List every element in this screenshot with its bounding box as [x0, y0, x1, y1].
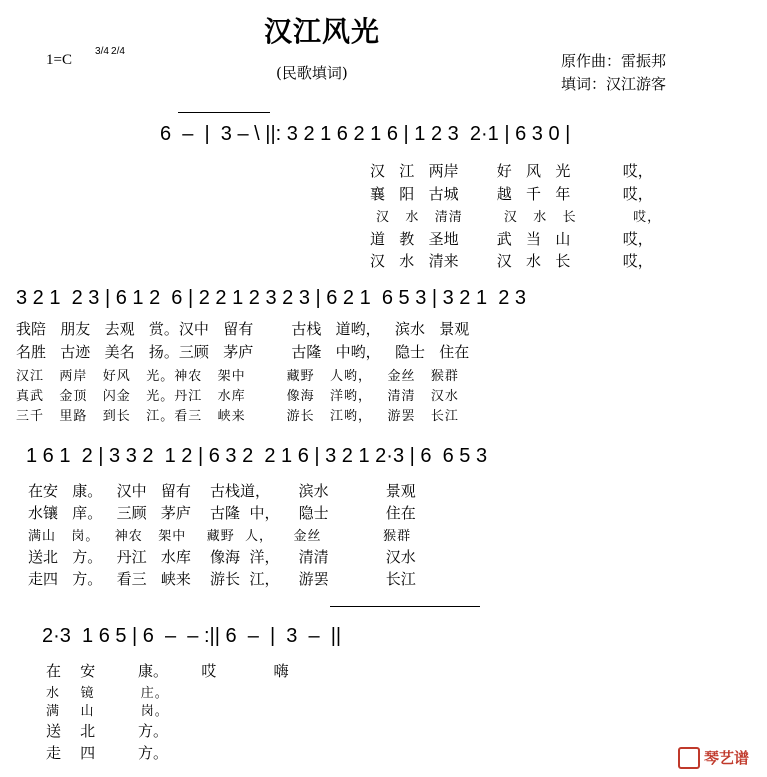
lyric-verse-3: 满 山 岗。 [46, 704, 169, 719]
score-system-3 [0, 436, 767, 596]
lyric-verse-2: 水 镜 庄。 [46, 686, 169, 701]
notation-line-3: 1 6 1 2 | 3 3 2 1 2 | 6 3 2 2 1 6 | 3 2 1 2·3 | 6 6 5 3 [26, 445, 488, 467]
score-system-1 [0, 108, 767, 268]
lyric-verse-1: 在 安 康。 哎 嗨 [46, 662, 289, 680]
score-system-4 [0, 600, 767, 770]
lyric-verse-4: 真武 金顶 闪金 光。丹江 水库 像海 洋哟， 清清 汉水 [16, 389, 459, 404]
logo-icon [678, 747, 700, 769]
lyric-verse-4: 道 教 圣地 武 当 山 哎， [370, 230, 653, 248]
lyric-verse-4: 送北 方。 丹江 水库 像海 洋， 清清 汉水 [28, 548, 416, 566]
lyric-verse-4: 送 北 方。 [46, 722, 168, 740]
lyric-verse-5: 汉 水 清来 汉 水 长 哎， [370, 252, 653, 270]
subtitle: (民歌填词) [276, 64, 348, 82]
notation-line-4: 2·3 1 6 5 | 6 – – :|| 6 – | 3 – || [42, 625, 342, 647]
notation-line-1: 6 – | 3 – \ ||: 3 2 1 6 2 1 6 | 1 2 3 2·1 | 6 3 0 | [160, 123, 571, 145]
notation-line-2: 3 2 1 2 3 | 6 1 2 6 | 2 2 1 2 3 2 3 | 6 2 1 6 5 3 | 3 2 1 2 3 [16, 287, 527, 309]
lyric-verse-2: 襄 阳 古城 越 千 年 哎， [370, 185, 653, 203]
lyric-verse-1: 在安 康。 汉中 留有 古栈道， 滨水 景观 [28, 482, 416, 500]
lyric-verse-3: 满山 岗。 神农 架中 藏野 人， 金丝 猴群 [28, 529, 412, 544]
tie [178, 112, 270, 113]
lyric-verse-5: 走 四 方。 [46, 744, 168, 762]
watermark-logo: 琴艺谱 [678, 747, 749, 770]
lyric-verse-3: 汉江 两岸 好风 光。神农 架中 藏野 人哟， 金丝 猴群 [16, 369, 459, 384]
composer-credit: 原作曲：雷振邦 [561, 52, 667, 70]
key-signature: 1=C [46, 52, 72, 68]
lyricist-credit: 填词：汉江游客 [561, 75, 667, 93]
lyric-verse-3: 汉 水 清清 汉 水 长 哎， [376, 210, 662, 225]
lyric-verse-1: 汉 江 两岸 好 风 光 哎， [370, 162, 653, 180]
tie [330, 606, 480, 607]
lyric-verse-5: 走四 方。 看三 峡来 游长 江， 游罢 长江 [28, 570, 416, 588]
time-sig-2-4: 2/4 [111, 46, 125, 57]
lyric-verse-5: 三千 里路 到长 江。看三 峡来 游长 江哟， 游罢 长江 [16, 409, 459, 424]
score-system-2 [0, 276, 767, 426]
time-signature [94, 45, 130, 58]
lyric-verse-2: 水镶 庠。 三顾 茅庐 古隆 中， 隐士 住在 [28, 504, 416, 522]
lyric-verse-1: 我陪 朋友 去观 赏。汉中 留有 古栈 道哟， 滨水 景观 [16, 320, 470, 338]
time-sig-3-4: 3/4 [95, 46, 109, 57]
lyric-verse-2: 名胜 古迹 美名 扬。三顾 茅庐 古隆 中哟， 隐士 住在 [16, 343, 470, 361]
song-title: 汉江风光 [264, 15, 381, 48]
